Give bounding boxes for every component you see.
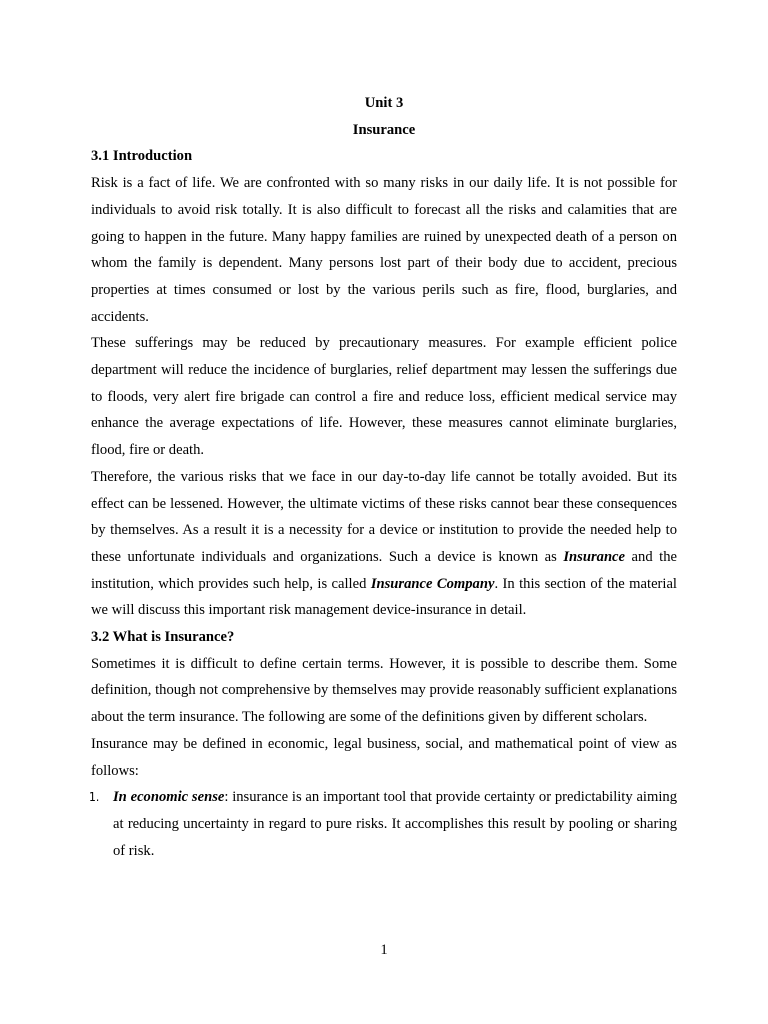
paragraph-insurance-device [91,464,677,624]
paragraph-text: and the institution, which provides such help, is called [91,548,677,592]
paragraph-text: Therefore, the various risks that we face in our day-to-day life cannot be totally avoided. But its effect can be lessened. However, the ultimate victims of these risks cannot bear these consequences by themselves. As a result it is a necessity for a device or institution to provide the needed help to these unfortunate individuals and organizations. Such a device is known as [91,468,677,565]
list-item [91,784,677,864]
section-heading-introduction: 3.1 Introduction [91,148,193,165]
paragraph-precautionary-measures: These sufferings may be reduced by precautionary measures. For example efficient police department will reduce the incidence of burglaries, relief department may lessen the sufferings due to floods, very alert fire brigade can control a fire and reduce loss, efficient medical service may enhance the average expectations of life. However, these measures cannot eliminate burglaries, flood, fire or death. [91,335,677,459]
list-term: In economic sense [113,789,225,806]
list-number: 1. [89,790,100,805]
term-insurance: Insurance [563,548,626,565]
document-page [91,90,677,864]
unit-title: Unit 3 [364,95,404,111]
paragraph-text: . In this section of the material we will discuss this important risk management device-insurance in detail. [91,575,677,619]
paragraph-points-of-view: Insurance may be defined in economic, legal business, social, and mathematical point of view as follows: [91,735,677,779]
page-number: 1 [380,942,388,958]
section-heading-what-is-insurance: 3.2 What is Insurance? [91,629,235,646]
document-title: Insurance [352,121,416,138]
list-text: : insurance is an important tool that provide certainty or predictability aiming at reducing uncertainty in regard to pure risks. It accomplishes this result by pooling or sharing of risk. [113,789,677,859]
paragraph-risk-fact: Risk is a fact of life. We are confronted with so many risks in our daily life. It is not possible for individuals to avoid risk totally. It is also difficult to forecast all the risks and calamities that are going to happen in the future. Many happy families are ruined by unexpected death of a person on whom the family is dependent. Many persons lost part of their body due to accident, precious properties at times consumed or lost by the various perils such as fire, flood, burglaries, and accidents. [91,175,677,325]
paragraph-definitions: Sometimes it is difficult to define certain terms. However, it is possible to describe them. Some definition, though not comprehensive by themselves may provide reasonably sufficient explanations about the term insurance. The following are some of the definitions given by different scholars. [91,655,677,726]
term-insurance-company: Insurance Company [370,575,495,592]
